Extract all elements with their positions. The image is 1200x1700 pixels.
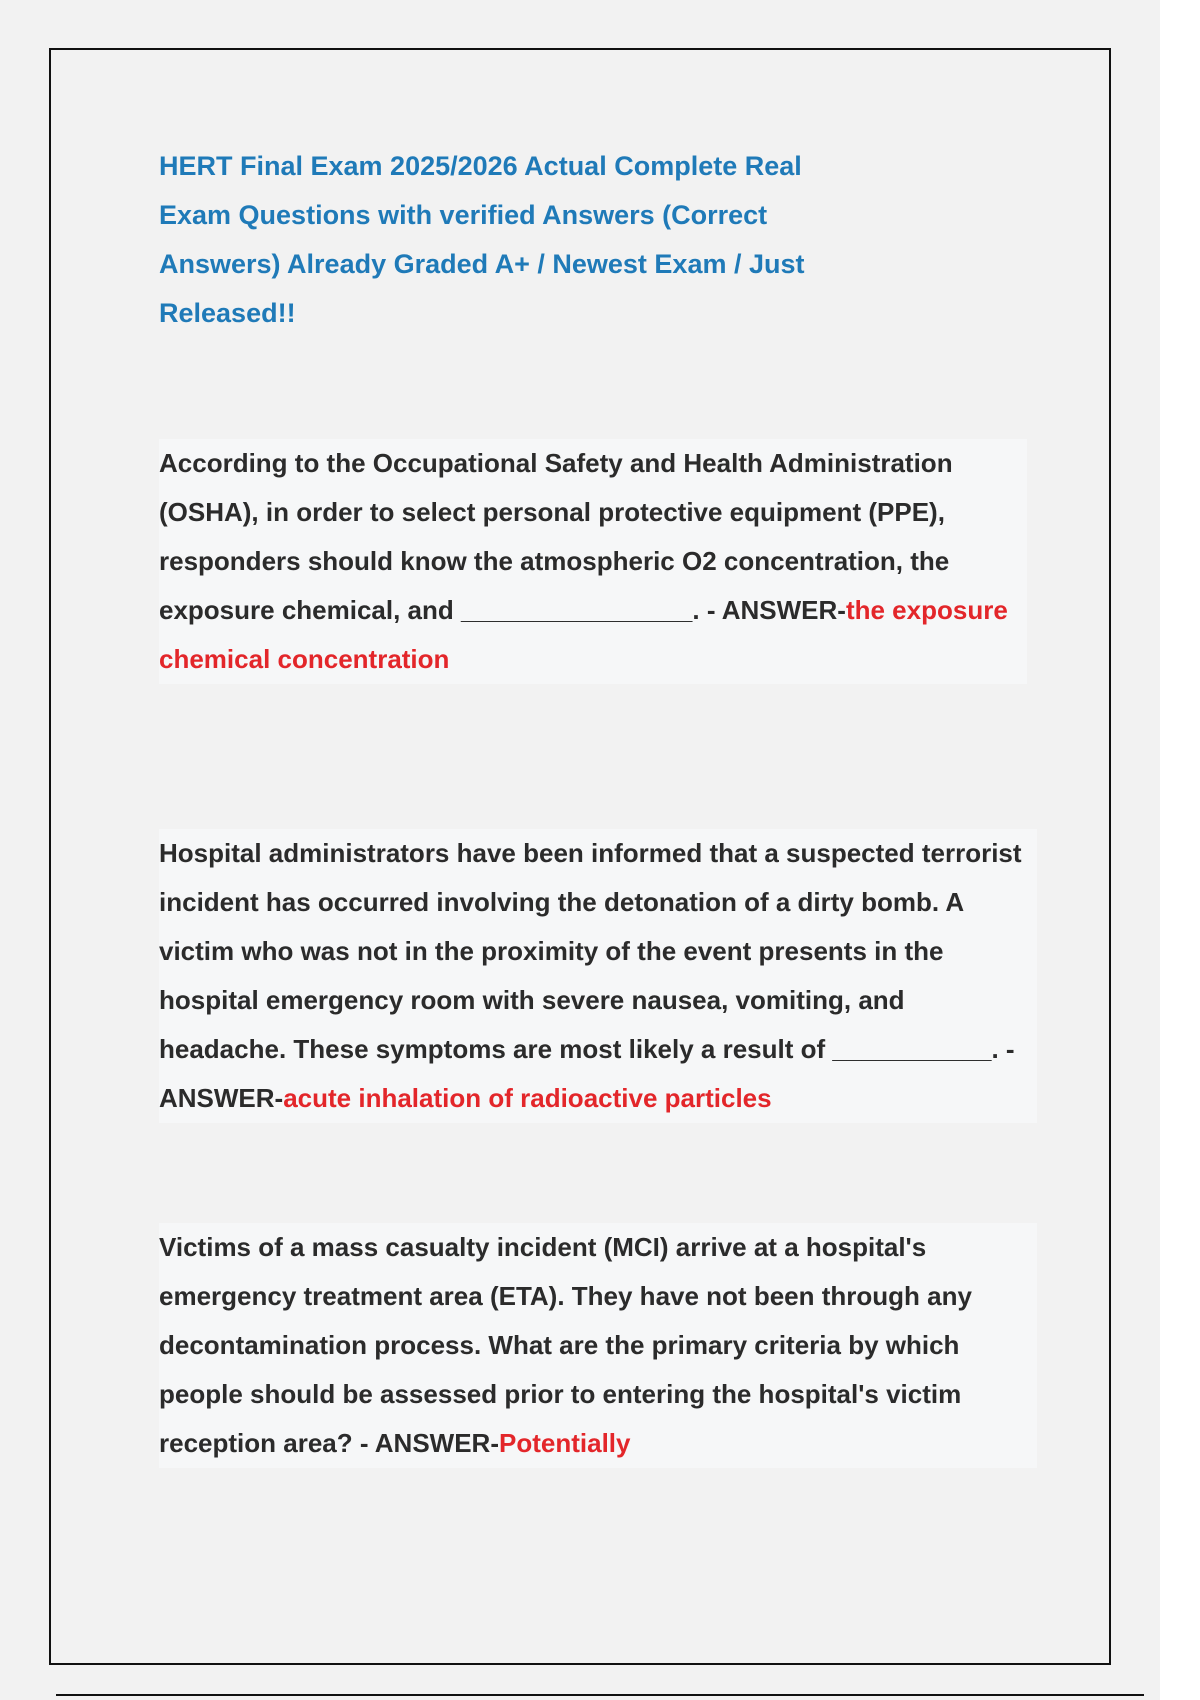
document-page [49,48,1111,1665]
qa-item-2 [159,829,1037,1123]
qa-item-1 [159,439,1027,684]
qa-item-3 [159,1223,1037,1468]
question-text: Hospital administrators have been informed that a suspected terrorist incident has occurred involving the detonation of a dirty bomb. A victim who was not in the proximity of the event presents in the hospital emergency room with severe nausea, vomiting, and headache. These symptoms are most likely a result of ___________ [159,838,1022,1064]
answer-label: . - ANSWER- [159,1034,1015,1113]
answer-text: acute inhalation of radioactive particles [283,1083,772,1113]
document-title: HERT Final Exam 2025/2026 Actual Complete Real Exam Questions with verified Answers (Correct Answers) Already Graded A+ / Newest Exam / Just Released!! [159,151,805,328]
answer-text: Potentially [499,1428,631,1458]
answer-label: . - ANSWER- [692,595,846,625]
answer-text: the exposure chemical concentration [159,595,1008,674]
question-text: Victims of a mass casualty incident (MCI) arrive at a hospital's emergency treatment area (ETA). They have not been through any decontamination process. What are the primary criteria by which people should be assessed prior to entering the hospital's victim reception area? [159,1232,972,1458]
question-text: According to the Occupational Safety and Health Administration (OSHA), in order to select personal protective equipment (PPE), responders should know the atmospheric O2 concentration, the exposure chemical, and ________________ [159,448,953,625]
answer-label: - ANSWER- [352,1428,499,1458]
page-bottom-rule [56,1694,1144,1696]
